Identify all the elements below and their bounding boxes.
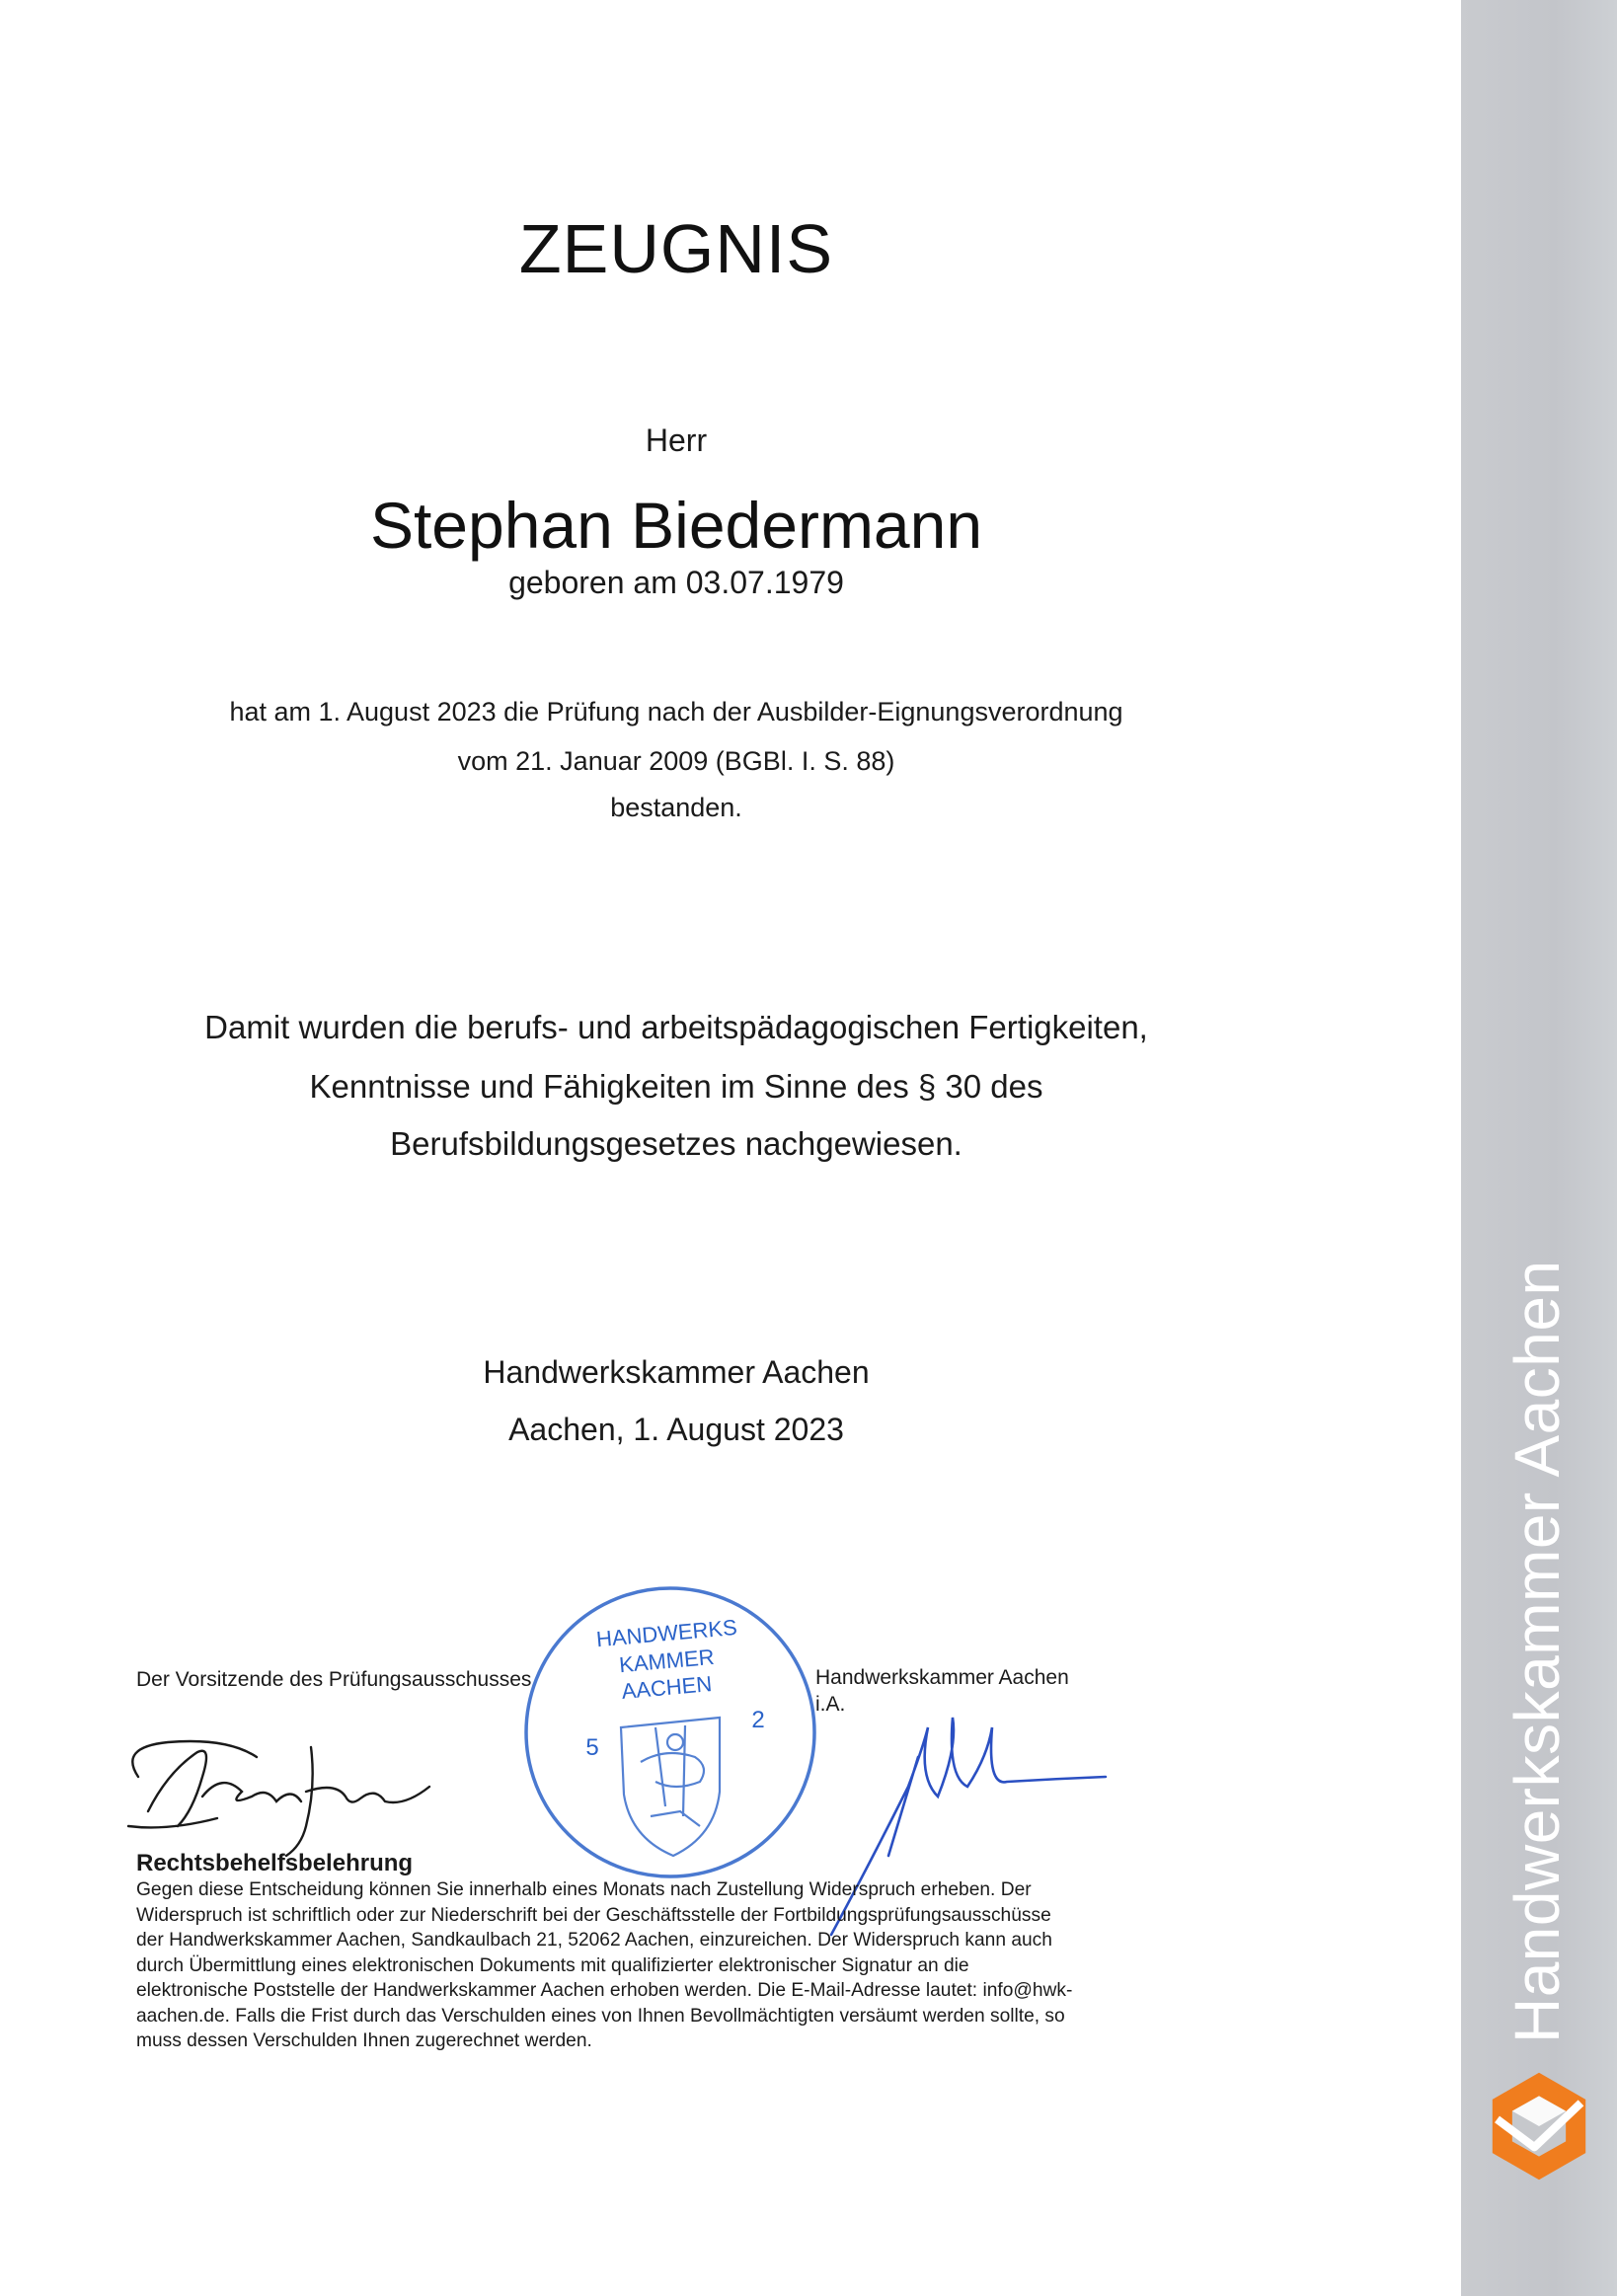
legal-line: elektronische Poststelle der Handwerkskammer Aachen erhoben werden. Die E-Mail-Adresse lautet: info@hwk- (136, 1980, 1073, 2001)
legal-heading: Rechtsbehelfsbelehrung (136, 1850, 414, 1876)
exam-line-3: bestanden. (610, 793, 742, 822)
coat-of-arms-icon (621, 1718, 720, 1856)
legal-text (136, 1877, 1226, 2054)
legal-line: aachen.de. Falls die Frist durch das Verschulden eines von Ihnen Bevollmächtigten versäumt werden sollte, so (136, 2005, 1065, 2027)
statement-line-2: Kenntnisse und Fähigkeiten im Sinne des § 30 des (309, 1068, 1043, 1105)
ia-label: i.A. (815, 1693, 846, 1716)
certificate-title: ZEUGNIS (518, 210, 834, 287)
stamp-line-1: HANDWERKS (595, 1614, 738, 1652)
chair-signature (109, 1718, 484, 1866)
statement-line-1: Damit wurden die berufs- und arbeitspädagogischen Fertigkeiten, (204, 1009, 1148, 1045)
brand-side-text (1463, 1895, 1611, 2043)
stamp-number-left: 5 (585, 1734, 599, 1761)
hwk-logo-icon (1481, 2068, 1597, 2184)
official-stamp (517, 1579, 823, 1885)
recipient-name: Stephan Biedermann (369, 489, 983, 562)
hwk-signature-label: Handwerkskammer Aachen (815, 1666, 1069, 1689)
exam-line-1: hat am 1. August 2023 die Prüfung nach der Ausbilder-Eignungsverordnung (229, 697, 1123, 727)
salutation: Herr (645, 422, 708, 458)
legal-line: der Handwerkskammer Aachen, Sandkaulbach 21, 52062 Aachen, einzureichen. Der Widerspruch kann auch (136, 1930, 1052, 1951)
birth-date: geboren am 03.07.1979 (508, 565, 844, 600)
exam-line-2: vom 21. Januar 2009 (BGBl. I. S. 88) (457, 746, 895, 776)
place-date: Aachen, 1. August 2023 (508, 1412, 844, 1447)
stamp-number-right: 2 (751, 1707, 765, 1733)
legal-line: durch Übermittlung eines elektronischen Dokuments mit qualifizierter elektronischer Signatur an die (136, 1954, 969, 1976)
legal-line: Gegen diese Entscheidung können Sie innerhalb eines Monats nach Zustellung Widerspruch erheben. Der (136, 1879, 1032, 1900)
issuer: Handwerkskammer Aachen (483, 1354, 870, 1390)
chair-label: Der Vorsitzende des Prüfungsausschusses (136, 1668, 532, 1691)
stamp-line-2: KAMMER (618, 1644, 716, 1678)
stamp-line-3: AACHEN (620, 1671, 714, 1704)
legal-line: Widerspruch ist schriftlich oder zur Niederschrift bei der Geschäftsstelle der Fortbildungsprüfungsausschüsse (136, 1904, 1051, 1926)
statement-line-3: Berufsbildungsgesetzes nachgewiesen. (390, 1125, 962, 1162)
legal-line: muss dessen Verschulden Ihnen zugerechnet werden. (136, 2030, 592, 2051)
